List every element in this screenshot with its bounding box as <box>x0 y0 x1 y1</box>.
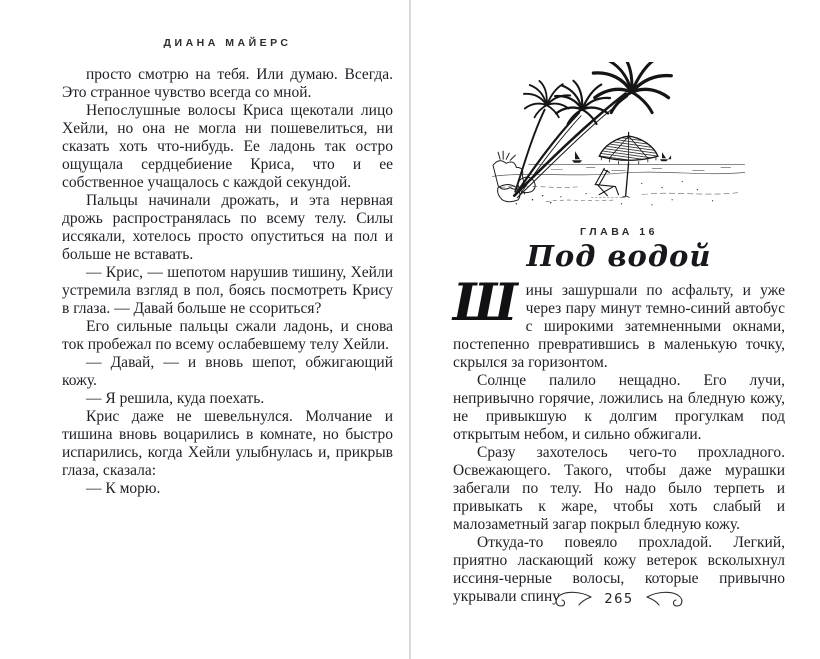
paragraph: Непослушные волосы Криса щекотали лицо Хейли, но она не могла ни пошевелиться, ни сказать хоть что-нибудь. Ее ладонь так остро ощущала сердцебиение Криса, что и ее собственное учащалось с каждой секундой. <box>62 102 393 191</box>
sand-texture <box>500 181 738 205</box>
opening-paragraph-text: ины зашуршали по асфальту, и уже через пару минут темно-синий автобус с широкими затемненными окнами, постепенно превратившись в маленькую точку, скрылся за горизонтом. <box>453 282 785 371</box>
chapter-label: ГЛАВА 16 <box>580 226 658 238</box>
paragraph: — Я решила, куда поехать. <box>86 390 265 407</box>
right-page <box>453 62 785 606</box>
opening-paragraph <box>453 273 785 372</box>
right-page-text <box>453 273 785 606</box>
paragraph: Откуда-то повеяло прохладой. Легкий, приятно ласкающий кожу ветерок всколыхнул иссиня-черные волосы, которые привычно укрывали спину <box>453 534 785 605</box>
paragraph: — К морю. <box>86 480 161 497</box>
paragraph: Крис даже не шевельнулся. Молчание и тишина вновь воцарились в комнате, но быстро испарились, когда Хейли улыбнулась и, прикрыв глаза, сказала: <box>62 408 393 479</box>
folio <box>453 590 785 608</box>
page-number: 265 <box>604 591 634 607</box>
left-page-text <box>62 66 393 498</box>
beach-palms-illustration-icon <box>490 62 748 212</box>
paragraph: — Давай, — и вновь шепот, обжигающий кожу. <box>62 354 393 389</box>
flourish-left-icon <box>550 590 592 608</box>
paragraph: просто смотрю на тебя. Или думаю. Всегда. Это странное чувство всегда со мной. <box>62 66 393 101</box>
page-gutter-divider <box>409 0 411 659</box>
paragraph: Солнце палило нещадно. Его лучи, непривычно горячие, ложились на бледную кожу, не привыкшую к долгим прогулкам под открытым небом, и сильно обжигали. <box>453 372 785 443</box>
paragraph: Его сильные пальцы сжали ладонь, и снова ток пробежал по всему ослабевшему телу Хейли. <box>62 318 393 353</box>
right-paragraphs <box>453 372 785 606</box>
paragraph: — Крис, — шепотом нарушив тишину, Хейли устремила взгляд в пол, боясь посмотреть Крису в глаза. — Давай больше не ссориться? <box>62 264 393 317</box>
rocks <box>493 151 551 204</box>
running-header: ДИАНА МАЙЕРС <box>163 37 292 49</box>
flourish-right-icon <box>646 590 688 608</box>
drop-cap: Ш <box>453 273 518 333</box>
left-page <box>62 37 393 498</box>
chapter-title: Под водой <box>526 239 712 273</box>
paragraph: Сразу захотелось чего-то прохладного. Освежающего. Такого, чтобы даже мурашки забегали по телу. Но надо было терпеть и привыкать к жаре, чтобы хоть слабый и малозаметный загар покрыл бледную кожу. <box>453 444 785 533</box>
paragraph: Пальцы начинали дрожать, и эта нервная дрожь распространялась по всему телу. Силы иссякали, хотелось просто опуститься на пол и больше не вставать. <box>62 192 393 263</box>
palm-crowns <box>524 62 671 124</box>
beach-umbrella-icon <box>599 132 658 198</box>
